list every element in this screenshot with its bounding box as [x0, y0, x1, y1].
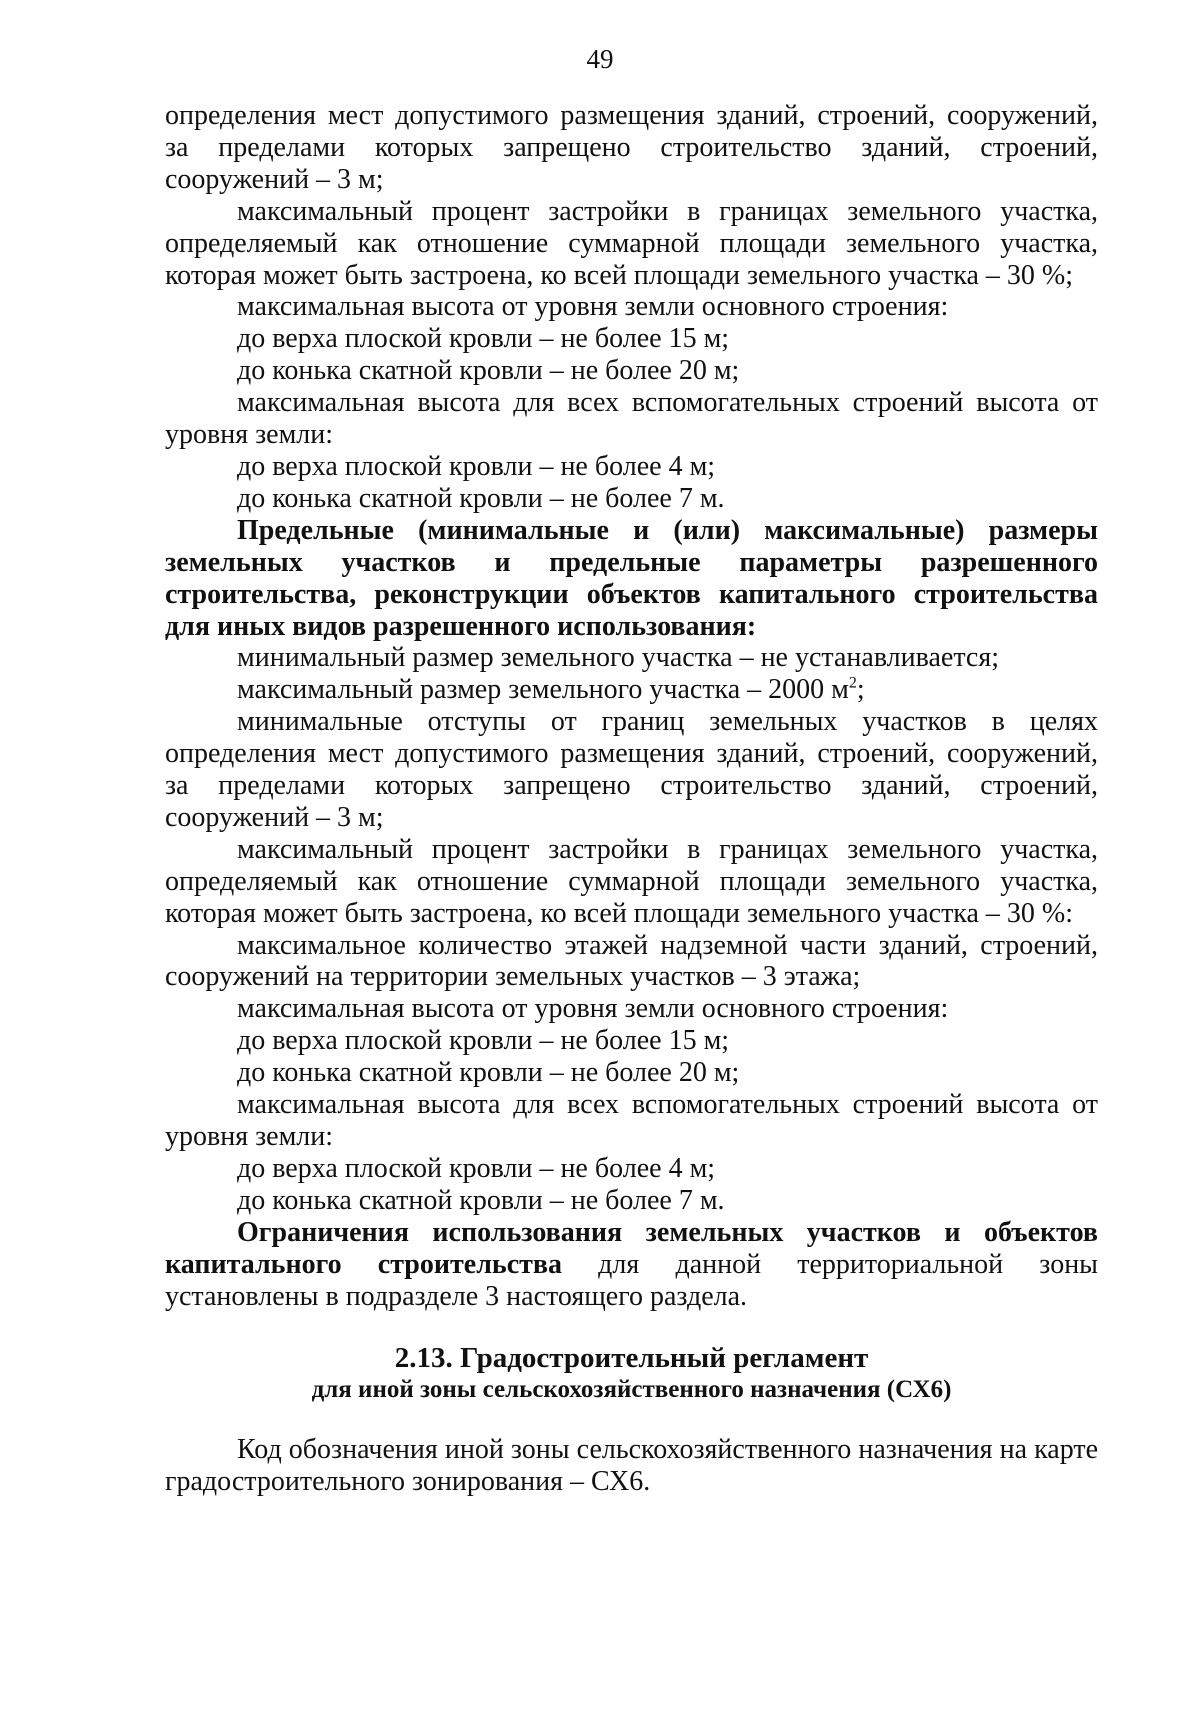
document-body [165, 100, 1098, 1498]
paragraph: определения мест допустимого размещения зданий, строений, сооружений, за пределами которых запрещено строительство зданий, строений, сооружений – 3 м; [165, 100, 1098, 195]
section-subheading: Предельные (минимальные и (или) максимальные) размеры земельных участков и предельные параметры разрешенного строительства, реконструкции объектов капитального строительства для иных видов разрешенного использования: [165, 514, 1098, 642]
paragraph: максимальная высота для всех вспомогательных строений высота от уровня земли: [165, 1089, 1098, 1152]
bold-lead-text: Ограничения использования земельных участков и объектов капитального строительства [165, 1216, 1098, 1280]
paragraph: максимальная высота от уровня земли основного строения: [237, 291, 949, 323]
punctuation: ; [856, 674, 865, 706]
paragraph: максимальная высота от уровня земли основного строения: [237, 993, 949, 1025]
paragraph: максимальная высота для всех вспомогательных строений высота от уровня земли: [165, 387, 1098, 451]
paragraph-rest: для данной территориальной зоны установлены в подразделе 3 настоящего раздела. [165, 1248, 1098, 1312]
paragraph: минимальные отступы от границ земельных участков в целях определения мест допустимого размещения зданий, строений, сооружений, за пределами которых запрещено строительство зданий, строений, сооружений – 3 м; [165, 706, 1098, 833]
paragraph: до конька скатной кровли – не более 20 м; [237, 355, 740, 387]
section-heading: 2.13. Градостроительный регламент [394, 1342, 869, 1375]
paragraph: максимальное количество этажей надземной части зданий, строений, сооружений на территории земельных участков – 3 этажа; [165, 929, 1098, 993]
max-plot-size-text: максимальный размер земельного участка – 2000 м [237, 674, 849, 706]
paragraph: до верха плоской кровли – не более 15 м; [237, 323, 730, 355]
paragraph: до конька скатной кровли – не более 20 м; [237, 1057, 740, 1089]
paragraph [165, 674, 1098, 706]
paragraph: до конька скатной кровли – не более 7 м. [237, 482, 725, 514]
paragraph: до верха плоской кровли – не более 4 м; [237, 450, 716, 482]
paragraph: до конька скатной кровли – не более 7 м. [237, 1184, 725, 1216]
superscript: 2 [848, 674, 857, 692]
paragraph: Код обозначения иной зоны сельскохозяйственного назначения на карте градостроительного зонирования – СХ6. [165, 1434, 1098, 1498]
section-heading-subtitle: для иной зоны сельскохозяйственного назначения (СХ6) [311, 1376, 952, 1404]
paragraph: максимальный процент застройки в границах земельного участка, определяемый как отношение суммарной площади земельного участка, которая может быть застроена, ко всей площади земельного участка – 30 %; [165, 195, 1098, 291]
paragraph: до верха плоской кровли – не более 15 м; [237, 1025, 730, 1057]
paragraph [165, 1217, 1098, 1313]
page-number: 49 [586, 44, 614, 74]
paragraph: максимальный процент застройки в границах земельного участка, определяемый как отношение суммарной площади земельного участка, которая может быть застроена, ко всей площади земельного участка – 30 %: [165, 833, 1098, 929]
paragraph: минимальный размер земельного участка – не устанавливается; [237, 642, 1000, 674]
paragraph: до верха плоской кровли – не более 4 м; [237, 1152, 716, 1184]
